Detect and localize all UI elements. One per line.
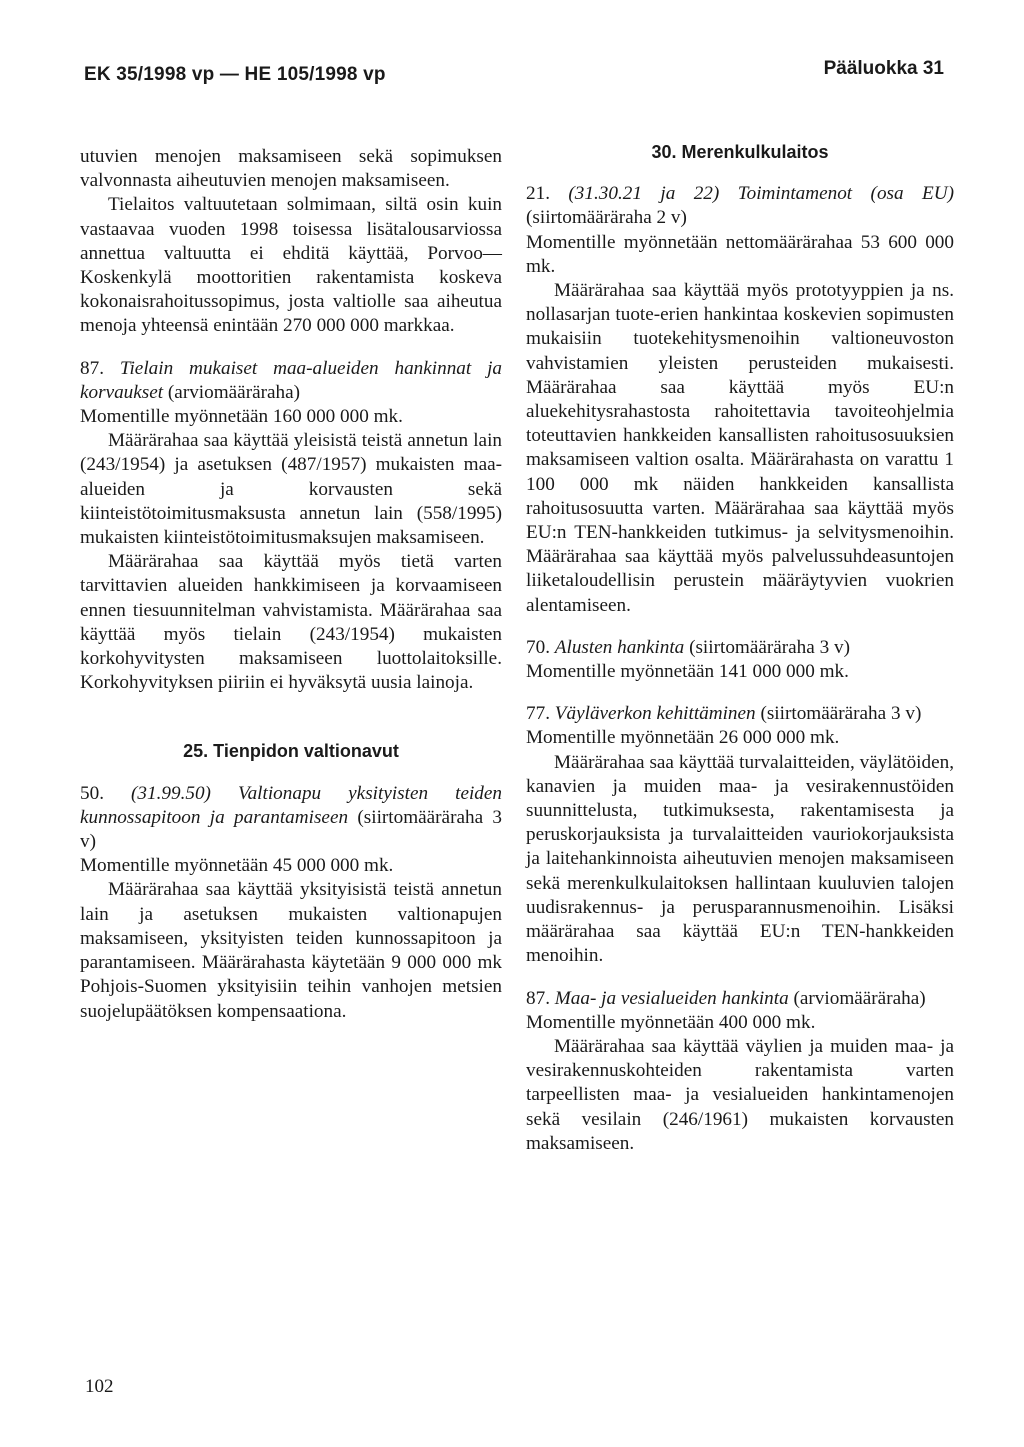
- item-paragraph: Määrärahaa saa käyttää väylien ja muiden maa- ja vesirakennuskohteiden rakentamista varten tarpeellisten maa- ja vesialueiden hankintamenojen sekä vesilain (246/1961) mukaisten korvausten maksamiseen.: [526, 1035, 954, 1154]
- item-name: Valtionapu yksityisten teiden kunnossapitoon ja parantamiseen: [80, 782, 502, 828]
- item-paragraph: Määrärahaa saa käyttää turvalaitteiden, väylätöiden, kanavien ja muiden maa- ja vesirakennustöiden suunnittelusta, tutkimuksesta, rakentamisesta ja peruskorjauksista ja turvalaitteiden vauriokorjauksista ja laitehankinnoista aiheutuvien menojen maksamiseen sekä merenkulkulaitoksen hallintaan kuuluvien talojen uudisrakennus- ja perusparannusmenoihin. Lisäksi määrärahaa saa käyttää EU:n TEN-hankkeiden menoihin.: [526, 751, 954, 967]
- item-number: 50.: [80, 782, 104, 804]
- item-number: 87.: [526, 987, 550, 1009]
- item-paragraph: Määrärahaa saa käyttää myös tietä varten tarvittavien alueiden hankkimiseen ja korvaamiseen ennen tiesuunnitelman vahvistamista. Määrärahaa saa käyttää myös tielain (243/1954) mukaisten korkohyvitysten maksamiseen luottolaitoksille. Korkohyvityksen piiriin ei hyväksytä uusia lainoja.: [80, 551, 502, 694]
- item-number: 87.: [80, 357, 104, 379]
- item-number: 21.: [526, 183, 550, 205]
- main-class-title: Pääluokka 31: [823, 58, 944, 79]
- authorization-paragraph: Tielaitos valtuutetaan solmimaan, siltä osin kuin vastaavaa vuoden 1998 toisessa lisätalousarviossa annettua valtuutta ei ehditä käyttää, Porvoo—Koskenkylä moottoritien rakentamista koskeva kokonaisrahoitussopimus, josta valtiolle saa aiheutua menoja yhteensä enintään 270 000 000 markkaa.: [80, 194, 502, 337]
- item-name: (31.30.21 ja 22) Toimintamenot (osa EU): [568, 183, 954, 205]
- item-name: Tielain mukaiset maa-alueiden hankinnat ja korvaukset: [80, 357, 503, 403]
- section-heading-25: 25. Tienpidon valtionavut: [183, 741, 399, 762]
- item-appropriation: Momentille myönnetään 400 000 mk.: [526, 1011, 816, 1033]
- item-87-title: [526, 987, 954, 1011]
- section-heading-30: 30. Merenkulkulaitos: [651, 142, 829, 162]
- item-type: (arviomääräraha): [167, 381, 301, 403]
- item-type: (siirtomääräraha 3 v): [760, 703, 922, 725]
- right-column: [526, 140, 954, 1156]
- item-name: Maa- ja vesialueiden hankinta: [554, 987, 789, 1009]
- item-name: Väyläverkon kehittäminen: [554, 703, 756, 725]
- item-70-title: [526, 636, 954, 660]
- item-type: (siirtomääräraha 2 v): [526, 207, 687, 229]
- item-number: 77.: [526, 703, 550, 725]
- item-87-left: [80, 357, 502, 696]
- item-type: (siirtomääräraha 3 v): [689, 636, 850, 658]
- item-21: [526, 182, 954, 618]
- item-name: Alusten hankinta: [554, 636, 685, 658]
- item-appropriation: Momentille myönnetään 26 000 000 mk.: [526, 727, 840, 749]
- item-appropriation: Momentille myönnetään 160 000 000 mk.: [80, 406, 403, 428]
- page-number: 102: [85, 1376, 114, 1397]
- left-column: [80, 145, 502, 1024]
- item-number: 70.: [526, 636, 550, 658]
- item-50: [80, 782, 502, 1024]
- item-77: [526, 702, 954, 968]
- item-77-title: [526, 702, 954, 726]
- item-70: [526, 636, 954, 684]
- item-paragraph: Määrärahaa saa käyttää yleisistä teistä annetun lain (243/1954) ja asetuksen (487/1957) mukaisten maa-alueiden ja korvausten sekä kiinteistötoimitusmaksusta annetun lain (558/1995) mukaisten kiinteistötoimitusmaksujen maksamiseen.: [80, 430, 502, 549]
- item-appropriation: Momentille myönnetään nettomäärärahaa 53 600 000 mk.: [526, 231, 954, 277]
- item-prefix: (31.99.50): [131, 782, 211, 804]
- item-21-title: [526, 182, 954, 230]
- item-paragraph: Määrärahaa saa käyttää myös prototyyppien ja ns. nollasarjan tuote-erien hankintaa koskevien sopimusten mukaisiin tuotekehitysmenoihin valtioneuvoston vahvistamien yleisten perusteiden mukaisesti. Määrärahaa saa käyttää myös EU:n aluekehitysrahastosta rahoitettavia tavoiteohjelmia toteuttavien hankkeiden kansallisten rahoitusosuuksien maksamiseen valtion osalta. Määrärahasta on varattu 1 100 000 mk näiden hankkeiden kansallista rahoitusosuutta varten. Määrärahaa saa käyttää myös EU:n TEN-hankkeiden tutkimus- ja selvitysmenoihin. Määrärahaa saa käyttää myös palvelussuhdeasuntojen liiketaloudellisin perustein määräytyvien vuokrien alentamiseen.: [526, 280, 954, 616]
- document-reference: EK 35/1998 vp — HE 105/1998 vp: [84, 64, 386, 85]
- item-appropriation: Momentille myönnetään 141 000 000 mk.: [526, 661, 849, 683]
- item-50-title: [80, 782, 502, 855]
- item-appropriation: Momentille myönnetään 45 000 000 mk.: [80, 855, 394, 877]
- item-type: (siirtomääräraha 3 v): [80, 806, 502, 853]
- item-paragraph: Määrärahaa saa käyttää yksityisistä teistä annetun lain ja asetuksen mukaisten valtionapujen maksamiseen, yksityisten teiden kunnossapitoon ja parantamiseen. Määrärahasta käytetään 9 000 000 mk Pohjois-Suomen yksityisiin teihin vanhojen metsien suojelupäätöksen kompensaationa.: [80, 879, 502, 1022]
- item-type: (arviomääräraha): [793, 987, 926, 1009]
- item-87-right: [526, 987, 954, 1156]
- continued-paragraph: utuvien menojen maksamiseen sekä sopimuksen valvonnasta aiheutuvien menojen maksamiseen.: [80, 146, 502, 192]
- item-87-title: [80, 357, 502, 405]
